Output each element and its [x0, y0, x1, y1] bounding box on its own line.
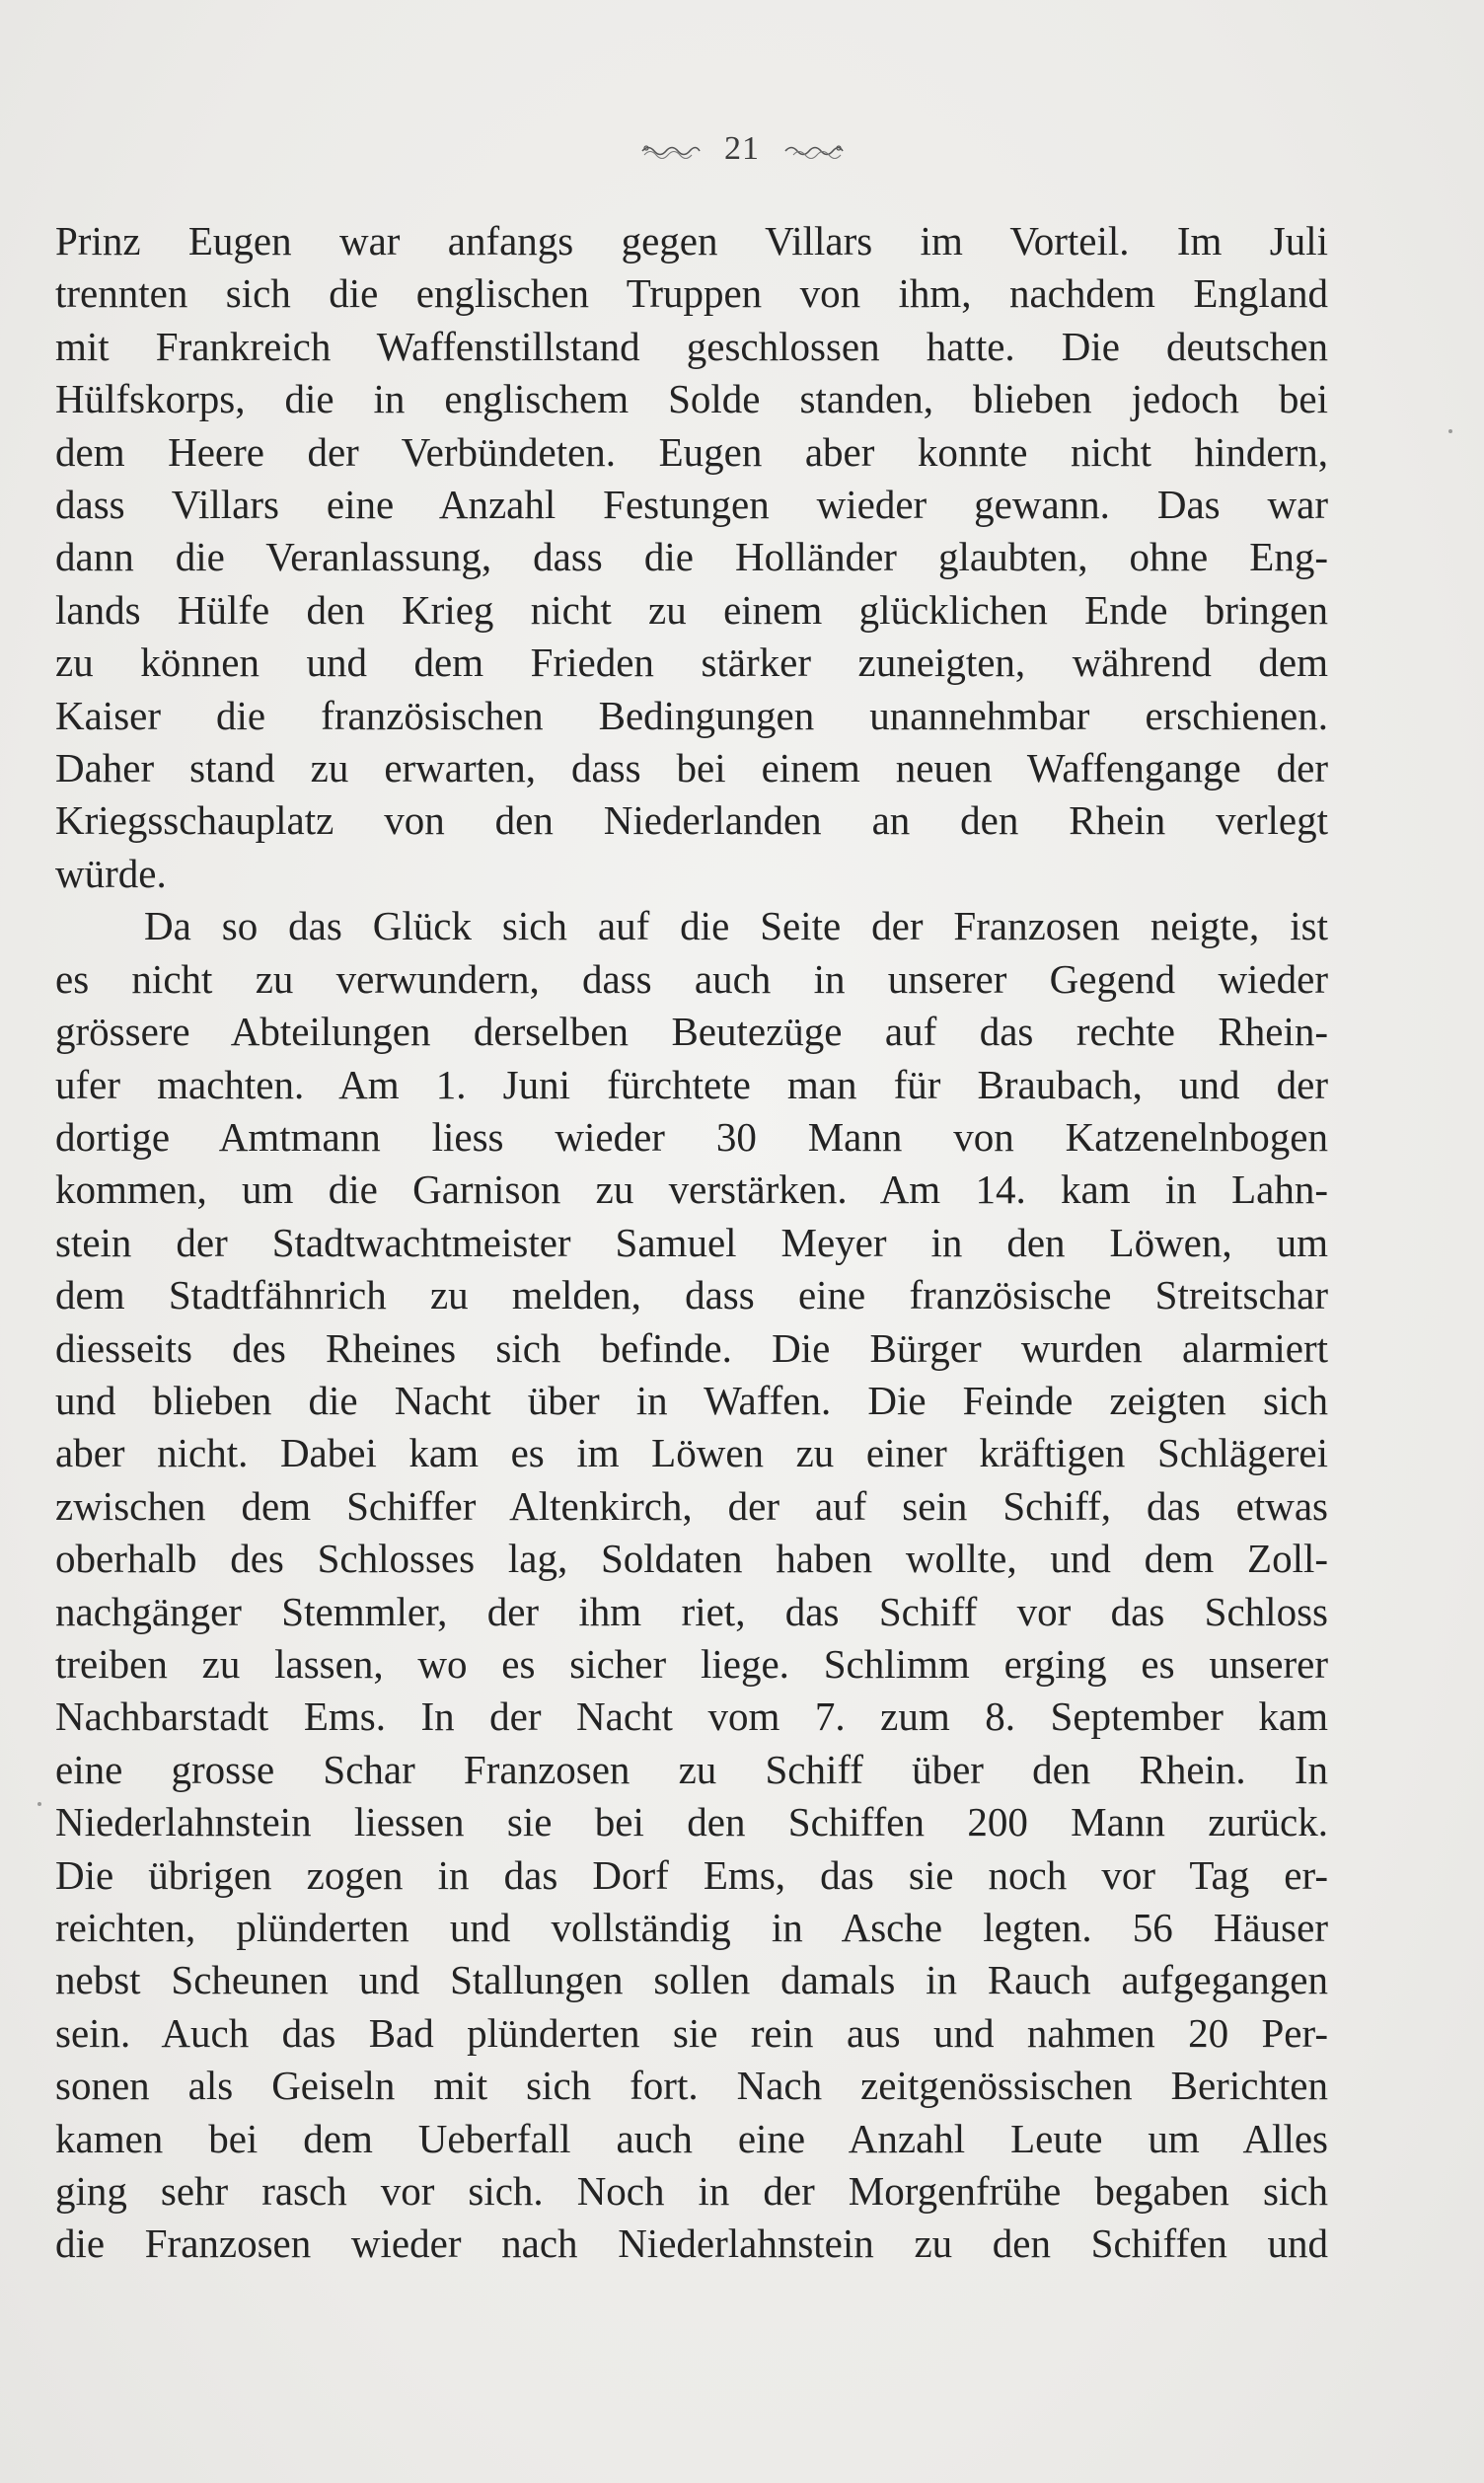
paper-speck — [37, 1802, 41, 1806]
text-line: aber nicht. Dabei kam es im Löwen zu einer kräftigen Schlägerei — [55, 1430, 1328, 1476]
text-line: die Franzosen wieder nach Niederlahnstein zu den Schiffen und — [55, 2220, 1328, 2267]
text-line: Prinz Eugen war anfangs gegen Villars im Vorteil. Im Juli — [55, 218, 1328, 263]
text-line: würde. — [55, 850, 167, 896]
text-line: Da so das Glück sich auf die Seite der Franzosen neigte, ist — [144, 903, 1328, 949]
text-line: und blieben die Nacht über in Waffen. Die Feinde zeigten sich — [55, 1377, 1328, 1423]
text-line: Nachbarstadt Ems. In der Nacht vom 7. zum 8. September kam — [55, 1693, 1328, 1740]
text-line: es nicht zu verwundern, dass auch in unserer Gegend wieder — [55, 955, 1328, 1002]
text-line: Kriegsschauplatz von den Niederlanden an den Rhein verlegt — [55, 797, 1328, 844]
text-line: grössere Abteilungen derselben Beutezüge auf das rechte Rhein- — [55, 1009, 1328, 1055]
text-line: dann die Veranlassung, dass die Holländer glaubten, ohne Eng- — [55, 534, 1328, 580]
text-line: Niederlahnstein liessen sie bei den Schiffen 200 Mann zurück. — [55, 1799, 1328, 1845]
text-line: lands Hülfe den Krieg nicht zu einem glücklichen Ende bringen — [55, 586, 1328, 633]
text-line: Daher stand zu erwarten, dass bei einem neuen Waffengange der — [55, 745, 1328, 791]
text-line: nachgänger Stemmler, der ihm riet, das Schiff vor das Schloss — [55, 1588, 1328, 1634]
text-line: zu können und dem Frieden stärker zuneigten, während dem — [55, 640, 1328, 686]
text-line: treiben zu lassen, wo es sicher liege. Schlimm erging es unserer — [55, 1640, 1328, 1687]
text-line: kommen, um die Garnison zu verstärken. Am 14. kam in Lahn- — [55, 1166, 1328, 1213]
text-line: dass Villars eine Anzahl Festungen wieder gewann. Das war — [55, 482, 1328, 528]
text-line: Hülfskorps, die in englischem Solde standen, blieben jedoch bei — [55, 376, 1328, 422]
text-line: eine grosse Schar Franzosen zu Schiff über den Rhein. In — [55, 1746, 1328, 1792]
text-line: nebst Scheunen und Stallungen sollen damals in Rauch aufgegangen — [55, 1957, 1328, 2003]
text-line: sonen als Geiseln mit sich fort. Nach zeitgenössischen Berichten — [55, 2063, 1328, 2109]
text-line: Die übrigen zogen in das Dorf Ems, das sie noch vor Tag er- — [55, 1851, 1328, 1898]
text-line: sein. Auch das Bad plünderten sie rein aus und nahmen 20 Per- — [55, 2009, 1328, 2056]
text-line: ufer machten. Am 1. Juni fürchtete man für Braubach, und der — [55, 1061, 1328, 1107]
text-line: dem Heere der Verbündeten. Eugen aber konnte nicht hindern, — [55, 428, 1328, 475]
right-ornament-icon — [783, 142, 845, 160]
text-line: reichten, plünderten und vollständig in Asche legten. 56 Häuser — [55, 1905, 1328, 1950]
text-line: oberhalb des Schlosses lag, Soldaten haben wollte, und dem Zoll- — [55, 1536, 1328, 1582]
text-line: diesseits des Rheines sich befinde. Die Bürger wurden alarmiert — [55, 1324, 1328, 1371]
left-ornament-icon — [640, 142, 702, 160]
text-line: stein der Stadtwachtmeister Samuel Meyer in den Löwen, um — [55, 1219, 1328, 1265]
text-line: trennten sich die englischen Truppen von ihm, nachdem England — [55, 270, 1328, 317]
text-line: ging sehr rasch vor sich. Noch in der Morgenfrühe begaben sich — [55, 2168, 1328, 2215]
text-line: kamen bei dem Ueberfall auch eine Anzahl Leute um Alles — [55, 2115, 1328, 2161]
page-header — [0, 130, 1484, 168]
text-line: zwischen dem Schiffer Altenkirch, der auf sein Schiff, das etwas — [55, 1482, 1328, 1529]
body-text — [55, 215, 1328, 2271]
text-line: Kaiser die französischen Bedingungen unannehmbar erschienen. — [55, 692, 1328, 738]
page-number: 21 — [724, 130, 760, 167]
paragraph-2 — [55, 900, 1328, 2271]
text-line: dortige Amtmann liess wieder 30 Mann von Katzenelnbogen — [55, 1113, 1328, 1160]
paragraph-1 — [55, 215, 1328, 900]
text-line: dem Stadtfähnrich zu melden, dass eine französische Streitschar — [55, 1272, 1328, 1318]
paper-speck — [1448, 429, 1452, 433]
text-line: mit Frankreich Waffenstillstand geschlossen hatte. Die deutschen — [55, 323, 1328, 369]
